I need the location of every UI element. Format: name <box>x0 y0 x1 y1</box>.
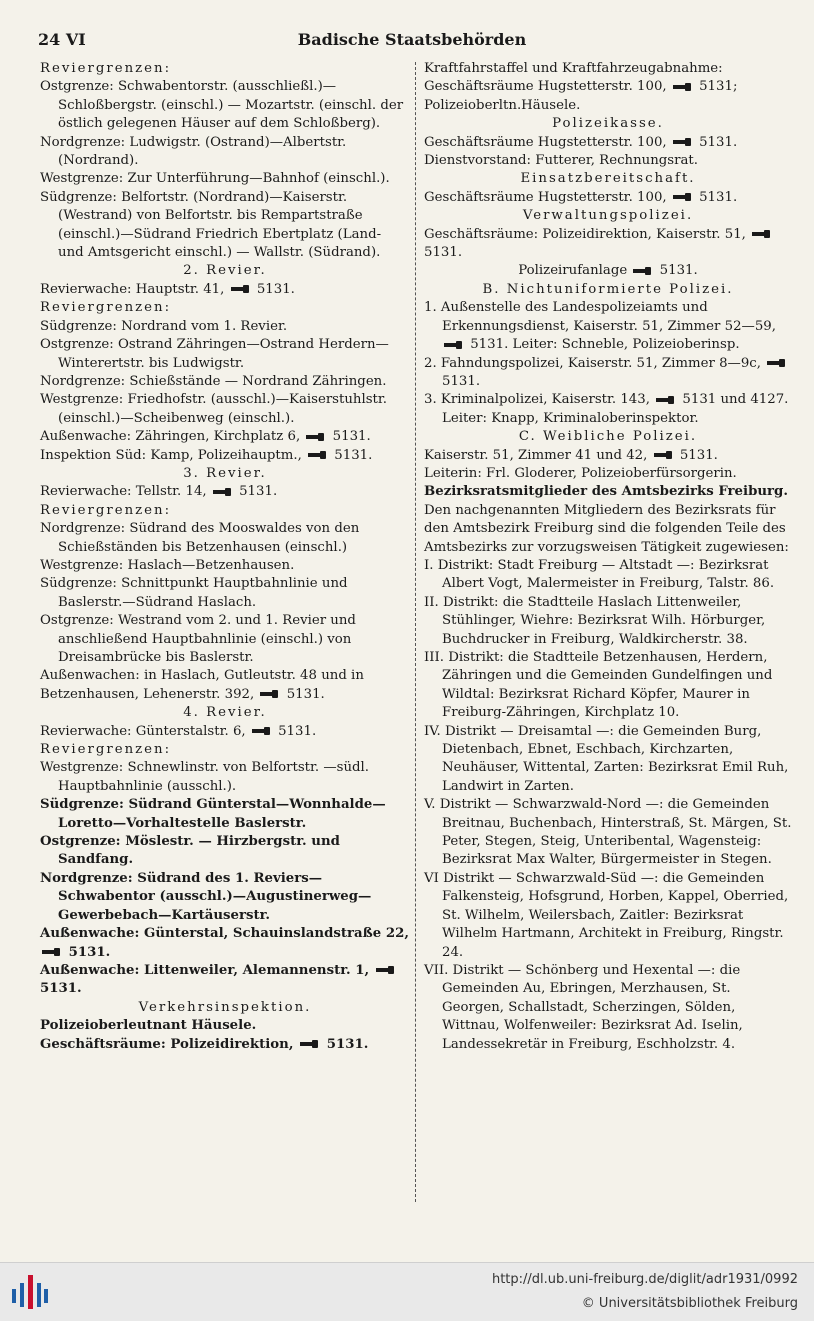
left-column-line: Reviergrenzen: <box>40 61 172 76</box>
telephone-icon <box>260 690 278 698</box>
left-column-line: Nordgrenze: Schießstände — Nordrand Zähringen. <box>40 373 387 389</box>
left-column-line: Reviergrenzen: <box>40 742 172 758</box>
left-column-line: Außenwache: Littenweiler, Alemannenstr. 1, 5131. <box>40 962 410 999</box>
left-column-line: Außenwache: Zähringen, Kirchplatz 6, 5131. <box>40 429 371 445</box>
permalink-url[interactable]: http://dl.ub.uni-freiburg.de/diglit/adr1931/0992 <box>491 1272 798 1287</box>
right-column-line: Kaiserstr. 51, Zimmer 41 und 42, 5131. <box>424 447 718 463</box>
telephone-icon <box>656 396 674 404</box>
page-number: 24 VI <box>38 30 86 49</box>
telephone-icon <box>42 948 60 956</box>
right-column-line: 3. Kriminalpolizei, Kaiserstr. 143, 5131 und 4127. Leiter: Knapp, Kriminaloberinspektor. <box>424 392 789 426</box>
viewer-footer <box>0 1262 814 1321</box>
left-column-line: Ostgrenze: Schwabentorstr. (ausschließl.)— Schloßbergstr. (einschl.) — Mozartstr. (einschl. der östlich gelegenen Häuser auf dem Schloßberg). <box>40 79 404 132</box>
telephone-icon <box>752 230 770 238</box>
right-column-line: V. Distrikt — Schwarzwald-Nord —: die Gemeinden Breitnau, Buchenbach, Hinterstraß, St. Märgen, St. Peter, Stegen, Steig, Unteribental, Wagensteig: Bezirksrat Max Walter, Bürgermeister in Stegen. <box>424 797 792 868</box>
telephone-icon <box>654 451 672 459</box>
right-column-line: Den nachgenannten Mitgliedern des Bezirksrats für den Amtsbezirk Freiburg sind die folgenden Teile des Amtsbezirks zur vorzugsweisen Tätigkeit zugewiesen: <box>424 502 789 555</box>
telephone-icon <box>673 138 691 146</box>
left-column-line: Ostgrenze: Ostrand Zähringen—Ostrand Herdern—Winterertstr. bis Ludwigstr. <box>40 337 389 371</box>
left-column-line: Ostgrenze: Möslestr. — Hirzbergstr. und Sandfang. <box>40 834 340 868</box>
left-column-line: Geschäftsräume: Polizeidirektion, 5131. <box>40 1036 369 1052</box>
left-column-line: Nordgrenze: Südrand des Mooswaldes von den Schießständen bis Betzenhausen (einschl.) <box>40 521 360 555</box>
telephone-icon <box>673 83 691 91</box>
left-column-line: Südgrenze: Schnittpunkt Hauptbahnlinie und Baslerstr.—Südrand Haslach. <box>40 576 348 610</box>
page-header <box>38 30 786 54</box>
right-column-line: 1. Außenstelle des Landespolizeiamts und Erkennungsdienst, Kaiserstr. 51, Zimmer 52—59, 5131. Leiter: Schneble, Polizeioberinsp. <box>424 300 776 353</box>
left-column-line: Polizeioberleutnant Häusele. <box>40 1018 257 1034</box>
left-column-line: Reviergrenzen: <box>40 502 172 518</box>
left-column-line: Südgrenze: Belfortstr. (Nordrand)—Kaiserstr. (Westrand) von Belfortstr. bis Rempartstraße (einschl.)—Südrand Friedrich Ebertplatz (Land- und Amtsgericht einschl.) — Wallstr. (Südrand). <box>40 189 382 261</box>
right-column-line: IV. Distrikt — Dreisamtal —: die Gemeinden Burg, Dietenbach, Ebnet, Eschbach, Kirchzarten, Neuhäuser, Wittental, Zarten: Bezirksrat Emil Ruh, Landwirt in Zarten. <box>424 723 789 794</box>
right-column-line: Dienstvorstand: Futterer, Rechnungsrat. <box>424 153 698 169</box>
left-column-line: Außenwache: Günterstal, Schauinslandstraße 22, 5131. <box>40 926 409 960</box>
telephone-icon <box>300 1040 318 1048</box>
telephone-icon <box>252 727 270 735</box>
right-column-line: I. Distrikt: Stadt Freiburg — Altstadt —: Bezirksrat Albert Vogt, Malermeister in Freiburg, Talstr. 86. <box>424 557 775 592</box>
telephone-icon <box>306 433 324 441</box>
left-column-line: Revierwache: Tellstr. 14, 5131. <box>40 484 278 500</box>
right-column-line: Geschäftsräume Hugstetterstr. 100, 5131. <box>424 189 738 205</box>
left-column-line: Revierwache: Günterstalstr. 6, 5131. <box>40 723 317 739</box>
left-column-line: 4. Revier. <box>183 705 267 721</box>
right-column-line: C. Weibliche Polizei. <box>518 429 698 445</box>
column-divider <box>415 62 416 1202</box>
telephone-icon <box>444 341 462 349</box>
right-column-line: Leiterin: Frl. Gloderer, Polizeioberfürsorgerin. <box>424 465 737 481</box>
right-column-line: VI Distrikt — Schwarzwald-Süd —: die Gemeinden Falkensteig, Hofsgrund, Horben, Kappel, Oberried, St. Wilhelm, Weilersbach, Zaitler: Bezirksrat Wilhelm Hartmann, Architekt in Freiburg, Ringstr. 24. <box>424 870 789 960</box>
right-column-line: Geschäftsräume Hugstetterstr. 100, 5131. <box>424 134 738 150</box>
left-column <box>40 60 410 1054</box>
left-column-line: Ostgrenze: Westrand vom 2. und 1. Revier und anschließend Hauptbahnlinie (einschl.) von Dreisambrücke bis Baslerstr. <box>40 613 356 665</box>
right-column-line: Bezirksratsmitglieder des Amtsbezirks Freiburg. <box>424 484 788 500</box>
left-column-line: Westgrenze: Haslach—Betzenhausen. <box>40 557 295 573</box>
right-column-line: III. Distrikt: die Stadtteile Betzenhausen, Herdern, Zähringen und die Gemeinden Gundelfingen und Wildtal: Bezirksrat Richard Köpfer, Maurer in Freiburg-Zähringen, Kirchplatz 10. <box>424 650 773 721</box>
left-column-line: Außenwachen: in Haslach, Gutleutstr. 48 und in Betzenhausen, Lehenerstr. 392, 5131. <box>40 668 364 702</box>
left-column-line: Westgrenze: Friedhofstr. (ausschl.)—Kaiserstuhlstr. (einschl.)—Scheibenweg (einschl.). <box>40 392 388 426</box>
left-column-line: Westgrenze: Zur Unterführung—Bahnhof (einschl.). <box>40 171 390 187</box>
left-column-line: 2. Revier. <box>183 263 267 279</box>
right-column <box>424 60 792 1054</box>
ub-freiburg-logo-icon[interactable] <box>10 1275 50 1309</box>
left-column-line: Westgrenze: Schnewlinstr. von Belfortstr. —südl. Hauptbahnlinie (ausschl.). <box>40 760 370 794</box>
right-column-line: Verwaltungspolizei. <box>522 208 694 224</box>
copyright-notice: © Universitätsbibliothek Freiburg <box>581 1296 798 1311</box>
left-column-line: Verkehrsinspektion. <box>138 999 312 1015</box>
right-column-line: Polizeirufanlage 5131. <box>518 263 698 279</box>
page-title: Badische Staatsbehörden <box>297 30 527 49</box>
left-column-line: 3. Revier. <box>183 465 267 481</box>
telephone-icon <box>767 359 785 367</box>
telephone-icon <box>213 488 231 496</box>
left-column-line: Inspektion Süd: Kamp, Polizeihauptm., 5131. <box>40 447 373 463</box>
left-column-line: Revierwache: Hauptstr. 41, 5131. <box>40 281 295 297</box>
left-column-line: Südgrenze: Nordrand vom 1. Revier. <box>40 318 288 334</box>
telephone-icon <box>376 966 394 974</box>
right-column-line: B. Nichtuniformierte Polizei. <box>482 281 734 297</box>
telephone-icon <box>231 285 249 293</box>
left-column-line: Nordgrenze: Ludwigstr. (Ostrand)—Albertstr. (Nordrand). <box>40 134 347 169</box>
right-column-line: Polizeikasse. <box>552 116 664 132</box>
left-column-line: Reviergrenzen: <box>40 300 172 316</box>
left-column-line: Nordgrenze: Südrand des 1. Reviers—Schwabentor (ausschl.)—Augustinerweg—Gewerbebach—Kartäuserstr. <box>40 870 372 923</box>
right-column-line: Einsatzbereitschaft. <box>520 171 696 187</box>
telephone-icon <box>633 267 651 275</box>
right-column-line: Kraftfahrstaffel und Kraftfahrzeugabnahme: Geschäftsräume Hugstetterstr. 100, 5131; Polizeioberltn.Häusele. <box>424 61 738 113</box>
left-column-line: Südgrenze: Südrand Günterstal—Wonnhalde—Loretto—Vorhaltestelle Baslerstr. <box>40 797 386 831</box>
right-column-line: Geschäftsräume: Polizeidirektion, Kaiserstr. 51, 5131. <box>424 226 792 263</box>
right-column-line: II. Distrikt: die Stadtteile Haslach Littenweiler, Stühlinger, Wiehre: Bezirksrat Wilh. Hörburger, Buchdrucker in Freiburg, Waldkircherstr. 38. <box>424 594 766 647</box>
telephone-icon <box>673 193 691 201</box>
right-column-line: VII. Distrikt — Schönberg und Hexental —: die Gemeinden Au, Ebringen, Merzhausen, St. Georgen, Schallstadt, Scherzingen, Sölden, Wittnau, Wolfenweiler: Bezirksrat Ad. Iselin, Landessekretär in Freiburg, Eschholzstr. 4. <box>424 962 743 1052</box>
right-column-line: 2. Fahndungspolizei, Kaiserstr. 51, Zimmer 8—9c, 5131. <box>424 355 792 392</box>
telephone-icon <box>308 451 326 459</box>
